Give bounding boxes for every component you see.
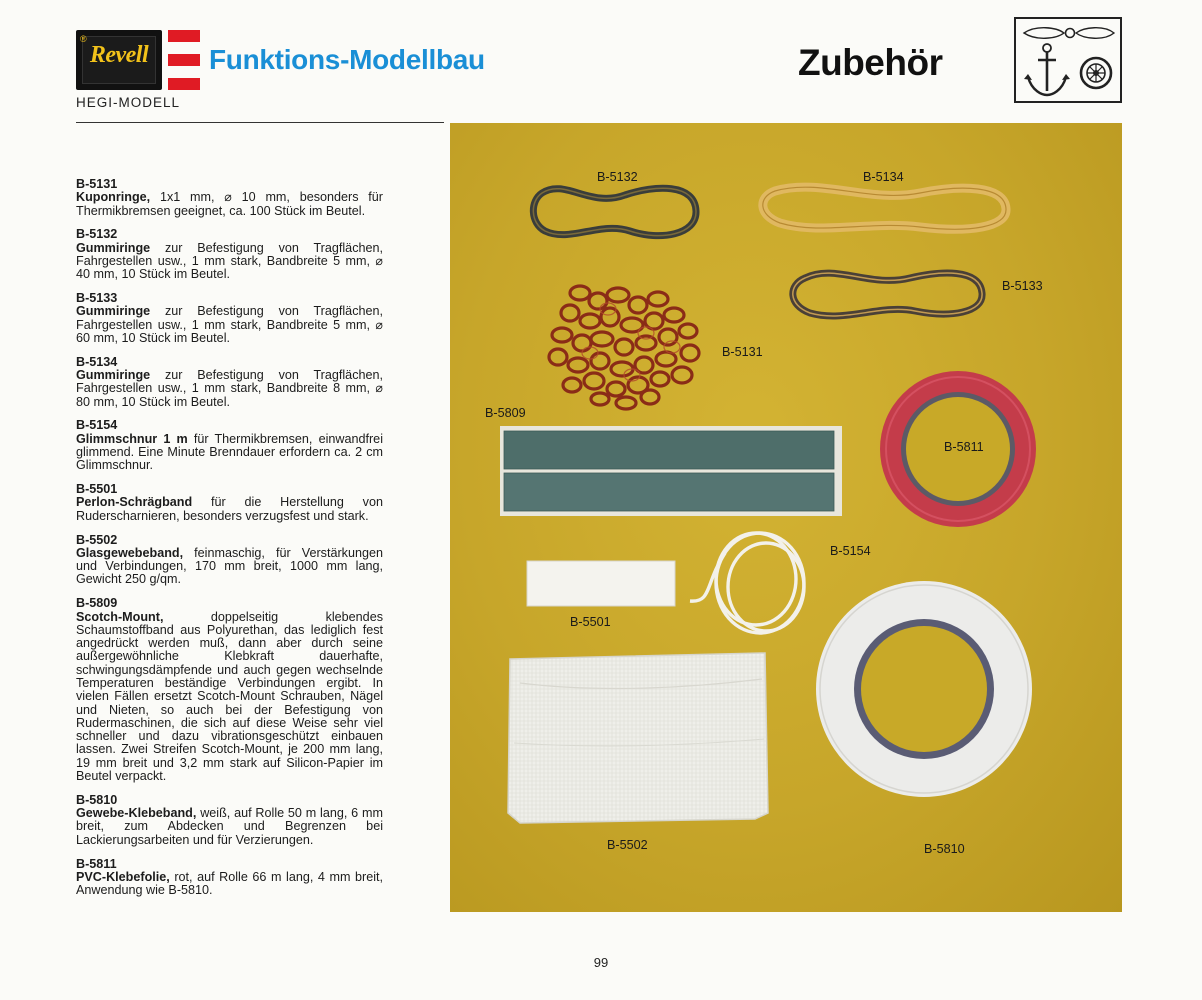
header-rule — [76, 122, 444, 123]
photo-label-b5134: B-5134 — [863, 170, 904, 184]
glass-fabric — [508, 653, 768, 823]
photo-label-b5811: B-5811 — [944, 440, 984, 454]
item-description: doppelseitig klebendes Schaumstoffband aus Polyurethan, das lediglich fest angedrückt werden muß, dann aber durch seine außergewöhnliche Klebkraft dauerhafte, schwingungsdämpfende und auch gegen wechselnde Temperaturen beständige Verbindungen ergibt. In vielen Fällen ersetzt Scotch-Mount Schrauben, Nägel und Nieten, so auch bei der Befestigung von Rudermaschinen, die sich auf diese Weise sehr viel schneller und dazu vibrationsgeschützt einbauen lassen. Zwei Streifen Scotch-Mount, je 200 mm lang, 19 mm breit und 3,2 mm stark auf Silicon-Papier im Beutel verpackt. — [76, 609, 383, 784]
item-description: rot, auf Rolle 66 m lang, 4 mm breit, Anwendung wie B-5810. — [76, 869, 383, 898]
logo-red-stripes — [168, 30, 200, 90]
photo-label-b5133: B-5133 — [1002, 279, 1043, 293]
list-item — [76, 483, 383, 523]
item-code: B-5133 — [76, 291, 118, 306]
propeller-anchor-wheel-icon — [1016, 19, 1120, 101]
page-title: Funktions-Modellbau — [209, 44, 485, 75]
item-name: Gummiringe — [76, 368, 151, 383]
page-number: 99 — [593, 955, 609, 970]
list-item — [76, 597, 383, 783]
item-code: B-5811 — [76, 856, 117, 871]
item-code: B-5501 — [76, 482, 118, 497]
item-code: B-5810 — [76, 792, 118, 807]
white-tape-roll — [816, 581, 1032, 797]
item-name: Gummiringe — [76, 240, 151, 255]
perlon-tape — [527, 561, 675, 606]
product-illustration — [450, 123, 1122, 912]
product-photo — [450, 123, 1122, 912]
photo-label-b5131: B-5131 — [722, 345, 763, 359]
item-name: Kuponringe, — [76, 190, 151, 205]
item-description: zur Befestigung von Tragflächen, Fahrgestellen usw., 1 mm stark, Bandbreite 5 mm, ⌀ 40 mm, 10 Stück im Beutel. — [76, 240, 383, 282]
item-description: 1x1 mm, ⌀ 10 mm, besonders für Thermikbremsen geeignet, ca. 100 Stück im Beutel. — [76, 190, 383, 218]
photo-label-b5810: B-5810 — [924, 842, 965, 856]
photo-label-b5154: B-5154 — [830, 544, 871, 558]
photo-label-b5501: B-5501 — [570, 615, 611, 629]
item-code: B-5154 — [76, 418, 118, 433]
list-item — [76, 419, 383, 472]
item-name: Gewebe-Klebeband, — [76, 806, 197, 821]
item-code: B-5131 — [76, 177, 118, 191]
scotch-mount-strips — [500, 426, 842, 516]
section-title: Zubehör — [798, 42, 943, 83]
item-description: feinmaschig, für Verstärkungen und Verbindungen, 170 mm breit, 1000 mm lang, Gewicht 250 g/qm. — [76, 545, 383, 587]
list-item — [76, 794, 383, 847]
list-item — [76, 356, 383, 409]
kuponringe-pile — [549, 286, 699, 409]
item-code: B-5502 — [76, 532, 118, 547]
category-emblem — [1014, 17, 1122, 103]
item-name: Glasgewebeband, — [76, 545, 184, 560]
glimmschnur-coil — [690, 533, 804, 633]
revell-logo: ® Revell — [76, 30, 162, 90]
list-item — [76, 858, 383, 898]
item-name: PVC-Klebefolie, — [76, 869, 170, 884]
accessory-list — [76, 178, 383, 908]
revell-logo-text: Revell — [89, 42, 149, 68]
item-name: Perlon-Schrägband — [76, 495, 193, 510]
photo-label-b5502: B-5502 — [607, 838, 648, 852]
list-item — [76, 292, 383, 345]
item-description: für die Herstellung von Ruderscharnieren, besonders verzugsfest und stark. — [76, 495, 383, 523]
photo-label-b5132: B-5132 — [597, 170, 638, 184]
list-item — [76, 228, 383, 281]
item-description: zur Befestigung von Tragflächen, Fahrgestellen usw., 1 mm stark, Bandbreite 5 mm, ⌀ 60 mm, 10 Stück im Beutel. — [76, 304, 383, 345]
rubber-band-5134 — [763, 187, 1006, 229]
item-name: Glimmschnur 1 m — [76, 431, 188, 446]
item-description: für Thermikbremsen, einwandfrei glimmend. Eine Minute Brenndauer erfordern ca. 2 cm Glimmschnur. — [76, 431, 383, 473]
item-code: B-5809 — [76, 596, 118, 611]
item-name: Scotch-Mount, — [76, 609, 164, 624]
list-item — [76, 534, 383, 587]
item-name: Gummiringe — [76, 304, 151, 319]
item-code: B-5134 — [76, 354, 118, 369]
hegi-modell-label: HEGI-MODELL — [76, 95, 181, 110]
photo-label-b5809: B-5809 — [485, 406, 526, 420]
list-item — [76, 178, 383, 218]
item-code: B-5132 — [76, 227, 118, 242]
item-description: zur Befestigung von Tragflächen, Fahrgestellen usw., 1 mm stark, Bandbreite 8 mm, ⌀ 80 mm, 10 Stück im Beutel. — [76, 368, 383, 409]
item-description: weiß, auf Rolle 50 m lang, 6 mm breit, zum Abdecken und Begrenzen bei Lackierungsarbeiten und für Verzierungen. — [76, 806, 383, 847]
